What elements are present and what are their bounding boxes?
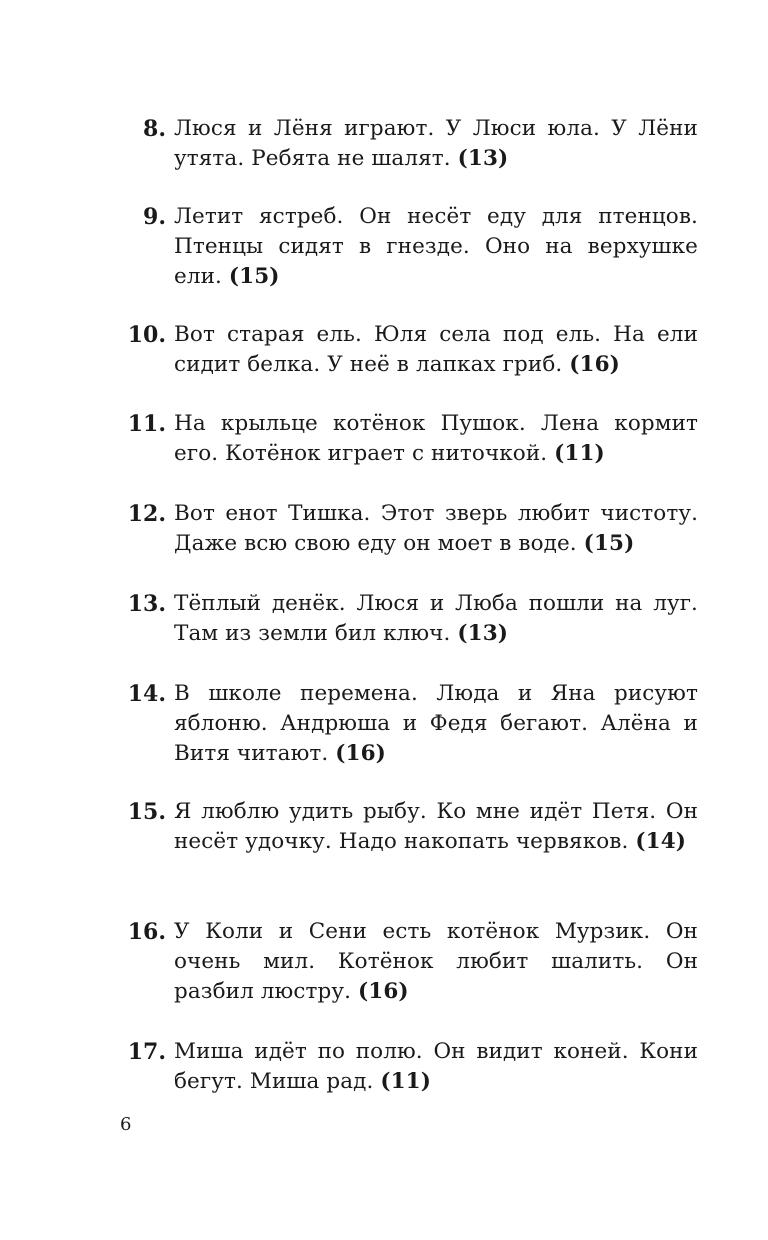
- word-count: (13): [457, 146, 509, 171]
- exercise-text: Вот старая ель. Юля села под ель. На ели сидит белка. У неё в лапках гриб. (16): [174, 322, 698, 377]
- exercise-text: Тёплый денёк. Люся и Люба пошли на луг. Там из земли бил ключ. (13): [174, 591, 698, 646]
- exercise-text: В школе перемена. Люда и Яна рисуют яблоню. Андрюша и Федя бегают. Алёна и Витя читают. (16): [174, 681, 698, 766]
- exercise-text: У Коли и Сени есть котёнок Мурзик. Он очень мил. Котёнок любит шалить. Он разбил люстру. (16): [174, 919, 698, 1004]
- exercise-12: [120, 499, 698, 559]
- exercise-10: [120, 320, 698, 380]
- word-count: (16): [569, 352, 620, 377]
- exercise-17: [120, 1037, 698, 1097]
- exercise-text: Миша идёт по полю. Он видит коней. Кони бегут. Миша рад. (11): [174, 1039, 698, 1094]
- word-count: (16): [357, 979, 409, 1004]
- exercise-number: 8.: [143, 116, 166, 142]
- exercise-14: [120, 679, 698, 769]
- exercise-text: На крыльце котёнок Пушок. Лена кормит его. Котёнок играет с ниточкой. (11): [174, 411, 698, 466]
- word-count: (14): [635, 829, 687, 854]
- exercise-number: 15.: [127, 799, 166, 825]
- word-count: (11): [554, 441, 605, 466]
- exercise-text: Я люблю удить рыбу. Ко мне идёт Петя. Он несёт удочку. Надо накопать червяков. (14): [174, 799, 698, 854]
- exercise-number: 11.: [127, 411, 166, 437]
- word-count: (15): [228, 264, 280, 289]
- exercise-number: 16.: [127, 919, 166, 945]
- exercise-8: [120, 114, 698, 174]
- exercise-13: [120, 589, 698, 649]
- exercise-number: 10.: [127, 322, 166, 348]
- exercise-number: 9.: [143, 204, 166, 230]
- exercise-text: Летит ястреб. Он несёт еду для птенцов. Птенцы сидят в гнезде. Оно на верхушке ели. (15): [174, 204, 698, 289]
- exercise-number: 17.: [127, 1039, 166, 1065]
- exercise-15: [120, 797, 698, 857]
- exercise-text: Вот енот Тишка. Этот зверь любит чистоту. Даже всю свою еду он моет в воде. (15): [174, 501, 698, 556]
- exercise-number: 13.: [127, 591, 166, 617]
- word-count: (13): [457, 621, 509, 646]
- exercise-number: 14.: [127, 681, 166, 707]
- word-count: (16): [335, 741, 386, 766]
- exercise-11: [120, 409, 698, 469]
- exercise-number: 12.: [127, 501, 166, 527]
- exercise-16: [120, 917, 698, 1007]
- word-count: (15): [583, 531, 635, 556]
- exercise-text: Люся и Лёня играют. У Люси юла. У Лёни утята. Ребята не шалят. (13): [174, 116, 698, 171]
- page-number: 6: [120, 1114, 132, 1135]
- word-count: (11): [380, 1069, 431, 1094]
- exercise-9: [120, 202, 698, 292]
